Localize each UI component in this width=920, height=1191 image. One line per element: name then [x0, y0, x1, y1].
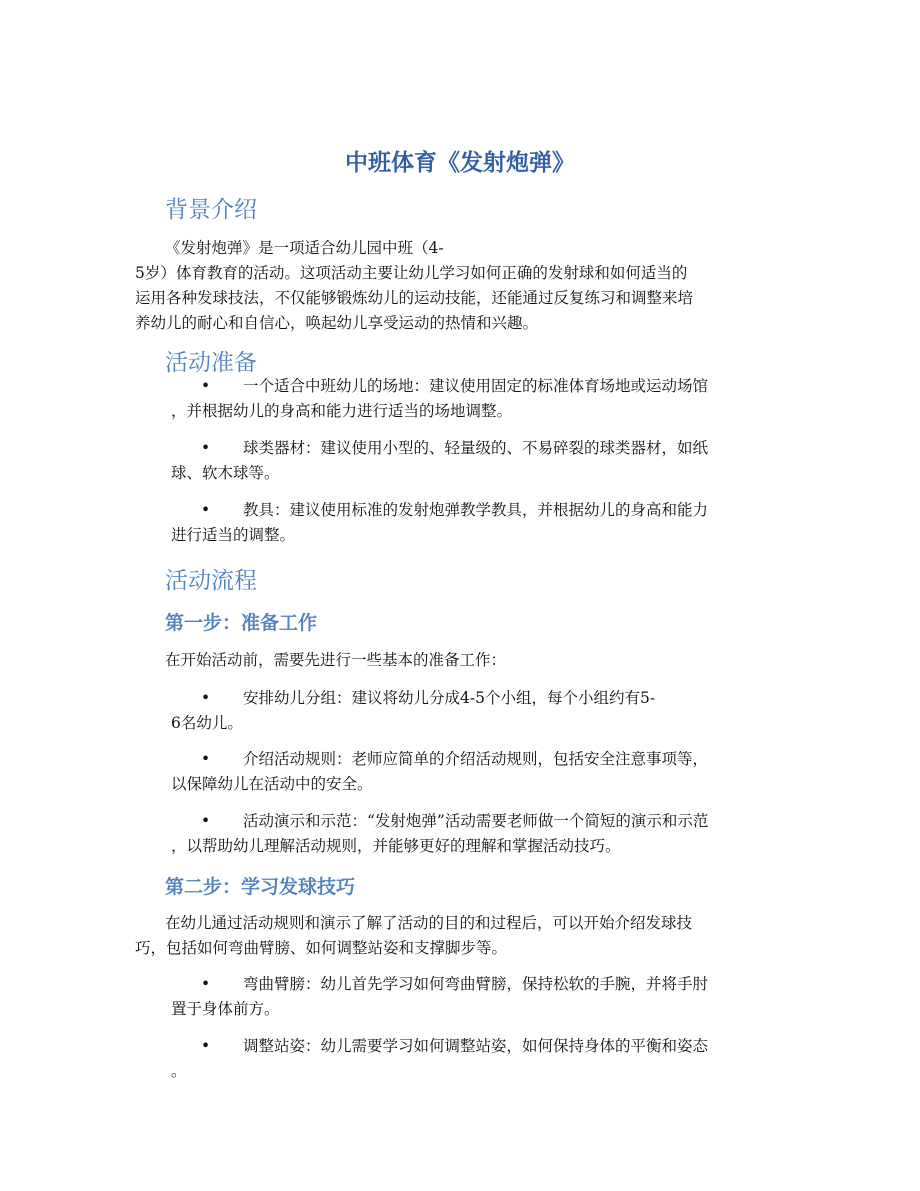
- list-item-line: 调整站姿：幼儿需要学习如何调整站姿，如何保持身体的平衡和姿态: [243, 1037, 709, 1055]
- paragraph-step2-intro: [135, 911, 787, 961]
- list-item-line: 置于身体前方。: [171, 1000, 280, 1018]
- heading-step2: 第二步：学习发球技巧: [165, 876, 356, 898]
- paragraph-line: 在开始活动前，需要先进行一些基本的准备工作：: [165, 651, 507, 669]
- list-item: [165, 747, 787, 797]
- list-item: [165, 686, 787, 736]
- bullet-icon: •: [201, 439, 211, 457]
- paragraph-background: [135, 236, 787, 336]
- paragraph-line: 巧，包括如何弯曲臂膀、如何调整站姿和支撑脚步等。: [135, 939, 508, 957]
- list-item-line: 活动演示和示范：“发射炮弹”活动需要老师做一个简短的演示和示范: [243, 812, 709, 830]
- list-item-line: 弯曲臂膀：幼儿首先学习如何弯曲臂膀，保持松软的手腕，并将手肘: [243, 975, 709, 993]
- list-item: [165, 374, 787, 424]
- list-item-line: 安排幼儿分组：建议将幼儿分成4-5个小组，每个小组约有5-: [243, 689, 656, 707]
- paragraph-line: 运用各种发球技法，不仅能够锻炼幼儿的运动技能，还能通过反复练习和调整来培: [135, 289, 694, 307]
- list-item: [165, 972, 787, 1022]
- paragraph-line: 《发射炮弹》是一项适合幼儿园中班（4-: [165, 239, 444, 257]
- bullet-icon: •: [201, 689, 211, 707]
- heading-process: 活动流程: [165, 568, 257, 594]
- bullet-icon: •: [201, 377, 211, 395]
- list-item: [165, 1034, 787, 1084]
- list-item: [165, 809, 787, 859]
- heading-background: 背景介绍: [165, 197, 257, 223]
- bullet-icon: •: [201, 812, 211, 830]
- list-item-line: 以保障幼儿在活动中的安全。: [171, 775, 373, 793]
- paragraph-line: 在幼儿通过活动规则和演示了解了活动的目的和过程后，可以开始介绍发球技: [165, 914, 693, 932]
- list-item-line: 介绍活动规则：老师应简单的介绍活动规则，包括安全注意事项等，: [243, 750, 709, 768]
- bullet-icon: •: [201, 501, 211, 519]
- list-item-line: 球、软木球等。: [171, 464, 280, 482]
- list-item: [165, 436, 787, 486]
- list-item-line: 6名幼儿。: [171, 714, 243, 732]
- list-item-line: 进行适当的调整。: [171, 526, 296, 544]
- list-item-line: 教具：建议使用标准的发射炮弹教学教具，并根据幼儿的身高和能力: [243, 501, 709, 519]
- bullet-icon: •: [201, 750, 211, 768]
- list-item-line: ，以帮助幼儿理解活动规则，并能够更好的理解和掌握活动技巧。: [171, 837, 621, 855]
- heading-preparation: 活动准备: [165, 350, 257, 376]
- heading-step1: 第一步：准备工作: [165, 612, 318, 634]
- paragraph-line: 5岁）体育教育的活动。这项活动主要让幼儿学习如何正确的发射球和如何适当的: [135, 264, 688, 282]
- bullet-icon: •: [201, 1037, 211, 1055]
- list-item-line: 球类器材：建议使用小型的、轻量级的、不易碎裂的球类器材，如纸: [243, 439, 709, 457]
- bullet-icon: •: [201, 975, 211, 993]
- paragraph-line: 养幼儿的耐心和自信心，唤起幼儿享受运动的热情和兴趣。: [135, 314, 539, 332]
- list-item-line: 一个适合中班幼儿的场地：建议使用固定的标准体育场地或运动场馆: [243, 377, 709, 395]
- list-item-line: ，并根据幼儿的身高和能力进行适当的场地调整。: [171, 402, 513, 420]
- list-item-line: 。: [171, 1062, 187, 1080]
- list-item: [165, 498, 787, 548]
- document-title: 中班体育《发射炮弹》: [345, 150, 575, 176]
- paragraph-step1-intro: [165, 648, 787, 673]
